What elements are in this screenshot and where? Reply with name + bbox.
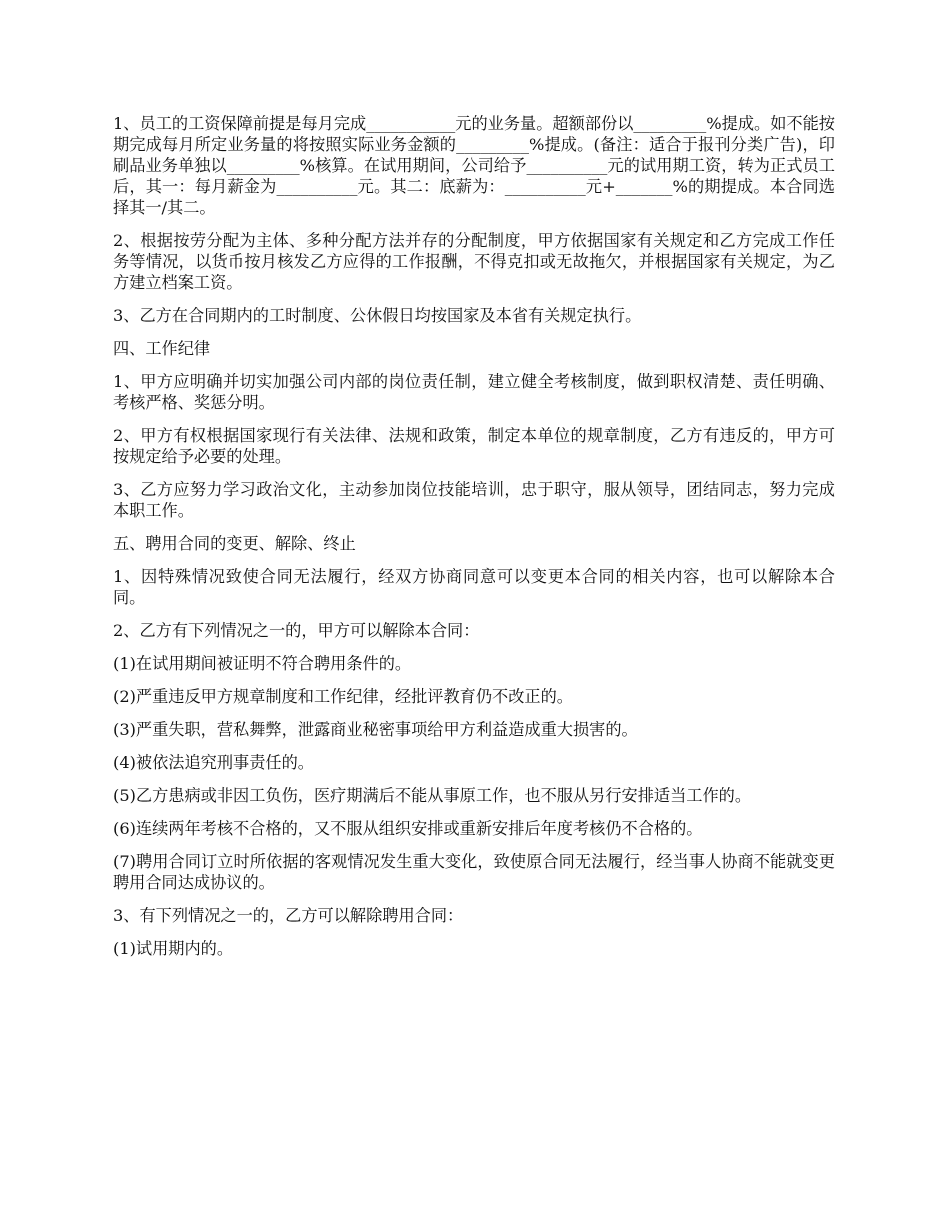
list-item-5: (5)乙方患病或非因工负伤，医疗期满后不能从事原工作，也不服从另行安排适当工作的。 (113, 786, 752, 805)
list-item-7: (7)聘用合同订立时所依据的客观情况发生重大变化，致使原合同无法履行，经当事人协商不能就变更聘用合同达成协议的。 (113, 852, 835, 892)
paragraph-change-2: 2、乙方有下列情况之一的，甲方可以解除本合同： (113, 621, 480, 640)
list-item-3: (3)严重失职，营私舞弊，泄露商业秘密事项给甲方利益造成重大损害的。 (113, 720, 638, 739)
list-item-2: (2)严重违反甲方规章制度和工作纪律，经批评教育仍不改正的。 (113, 687, 573, 706)
paragraph-discipline-1: 1、甲方应明确并切实加强公司内部的岗位责任制，建立健全考核制度，做到职权清楚、责任明确、考核严格、奖惩分明。 (113, 372, 835, 412)
paragraph-discipline-3: 3、乙方应努力学习政治文化，主动参加岗位技能培训，忠于职守，服从领导，团结同志，努力完成本职工作。 (113, 480, 835, 520)
paragraph-discipline-2: 2、甲方有权根据国家现行有关法律、法规和政策，制定本单位的规章制度，乙方有违反的，甲方可按规定给予必要的处理。 (113, 426, 835, 466)
paragraph-salary-terms: 1、员工的工资保障前提是每月完成___________元的业务量。超额部份以_________%提成。如不能按期完成每月所定业务量的将按照实际业务金额的_________%提成。(备注：适合于报刊分类广告)，印刷品业务单独以_________%核算。在试用期间，公司给予__________元的试用期工资，转为正式员工后，其一：每月薪金为__________元。其二：底薪为：__________元+_______%的期提成。本合同选择其一/其二。 (113, 114, 835, 217)
list-item-4: (4)被依法追究刑事责任的。 (113, 753, 314, 772)
paragraph-distribution: 2、根据按劳分配为主体、多种分配方法并存的分配制度，甲方依据国家有关规定和乙方完成工作任务等情况，以货币按月核发乙方应得的工作报酬，不得克扣或无故拖欠，并根据国家有关规定，为乙方建立档案工资。 (113, 231, 835, 292)
paragraph-change-1: 1、因特殊情况致使合同无法履行，经双方协商同意可以变更本合同的相关内容，也可以解除本合同。 (113, 567, 835, 607)
list-item-1: (1)在试用期间被证明不符合聘用条件的。 (113, 654, 412, 673)
section-heading-discipline: 四、工作纪律 (113, 339, 211, 358)
paragraph-change-3: 3、有下列情况之一的，乙方可以解除聘用合同： (113, 906, 464, 925)
list-item-6: (6)连续两年考核不合格的，又不服从组织安排或重新安排后年度考核仍不合格的。 (113, 819, 703, 838)
document-body (113, 113, 835, 971)
paragraph-working-hours: 3、乙方在合同期内的工时制度、公休假日均按国家及本省有关规定执行。 (113, 306, 642, 325)
list-item-employee-1: (1)试用期内的。 (113, 939, 234, 958)
section-heading-contract-changes: 五、聘用合同的变更、解除、终止 (113, 534, 356, 553)
